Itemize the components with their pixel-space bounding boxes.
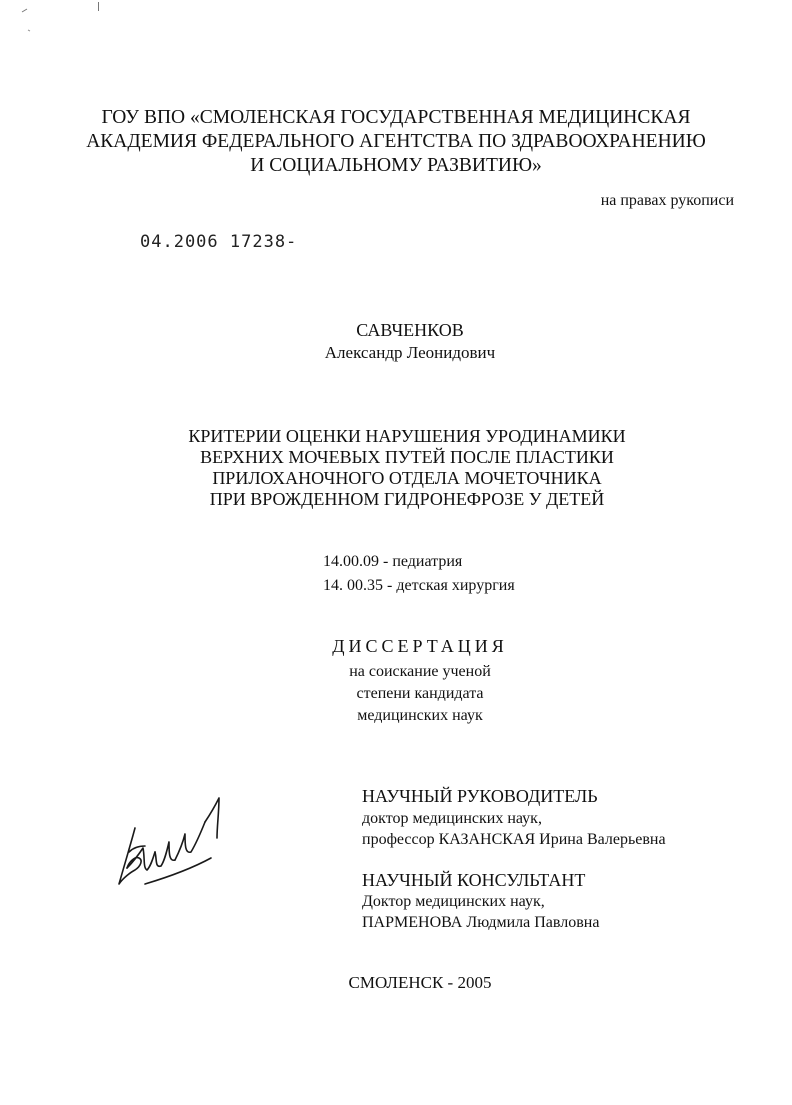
dissertation-title — [0, 426, 792, 510]
scan-specks — [0, 0, 60, 40]
manuscript-rights-note: на правах рукописи — [600, 192, 734, 209]
scan-mark — [98, 2, 99, 11]
dissertation-heading: ДИССЕРТАЦИЯ — [332, 636, 508, 656]
author-given-names: Александр Леонидович — [324, 343, 496, 362]
degree-line-1: на соискание ученой — [349, 663, 491, 680]
handwritten-signature — [105, 788, 235, 898]
consultant-heading: НАУЧНЫЙ КОНСУЛЬТАНТ — [362, 870, 586, 890]
dissertation-degree — [320, 661, 520, 727]
supervisor-degree: доктор медицинских наук, — [362, 810, 542, 827]
city-year: СМОЛЕНСК - 2005 — [348, 973, 492, 992]
institution-header — [0, 106, 792, 178]
institution-line-3: И СОЦИАЛЬНОМУ РАЗВИТИЮ» — [250, 155, 542, 176]
consultant-degree: Доктор медицинских наук, — [362, 893, 545, 910]
title-line-1: КРИТЕРИИ ОЦЕНКИ НАРУШЕНИЯ УРОДИНАМИКИ — [188, 426, 626, 446]
title-line-3: ПРИЛОХАНОЧНОГО ОТДЕЛА МОЧЕТОЧНИКА — [212, 468, 602, 488]
supervisor-name: профессор КАЗАНСКАЯ Ирина Валерьевна — [362, 831, 666, 848]
degree-line-3: медицинских наук — [357, 707, 483, 724]
supervisor-heading: НАУЧНЫЙ РУКОВОДИТЕЛЬ — [362, 786, 598, 806]
institution-line-1: ГОУ ВПО «СМОЛЕНСКАЯ ГОСУДАРСТВЕННАЯ МЕДИЦИНСКАЯ — [101, 107, 691, 128]
registry-number: 04.2006 17238- — [140, 232, 298, 252]
degree-line-2: степени кандидата — [356, 685, 484, 702]
specialty-pediatrics: 14.00.09 - педиатрия — [323, 553, 463, 570]
title-line-4: ПРИ ВРОЖДЕННОМ ГИДРОНЕФРОЗЕ У ДЕТЕЙ — [209, 489, 605, 509]
consultant-name: ПАРМЕНОВА Людмила Павловна — [362, 914, 600, 931]
author-surname: САВЧЕНКОВ — [356, 320, 464, 340]
institution-line-2: АКАДЕМИЯ ФЕДЕРАЛЬНОГО АГЕНТСТВА ПО ЗДРАВООХРАНЕНИЮ — [86, 131, 706, 152]
specialty-pediatric-surgery: 14. 00.35 - детская хирургия — [323, 577, 515, 594]
title-line-2: ВЕРХНИХ МОЧЕВЫХ ПУТЕЙ ПОСЛЕ ПЛАСТИКИ — [200, 447, 614, 467]
